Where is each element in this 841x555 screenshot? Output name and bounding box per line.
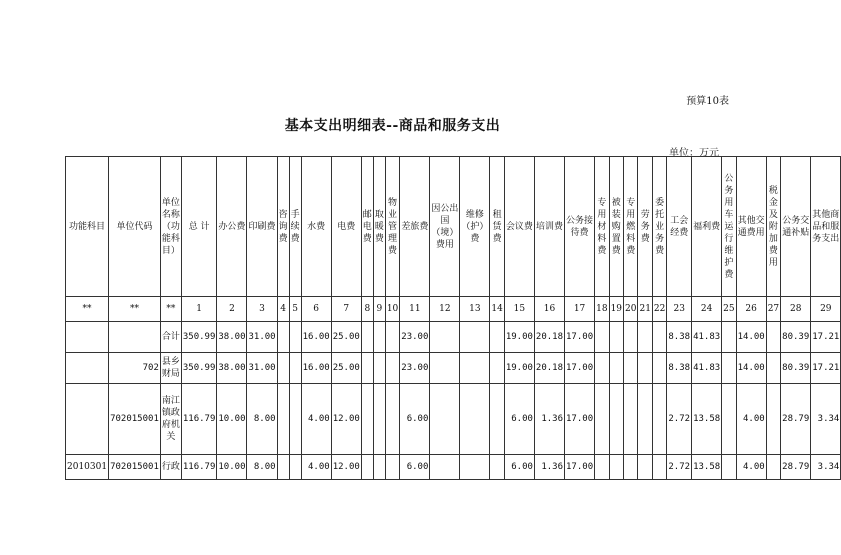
value-cell: [595, 353, 609, 384]
value-cell: 14.00: [736, 353, 766, 384]
value-cell: [766, 322, 780, 353]
header-cell: 邮电费: [361, 157, 373, 297]
value-cell: [638, 353, 652, 384]
value-cell: [361, 455, 373, 480]
value-cell: [490, 384, 504, 455]
column-number-cell: **: [109, 297, 161, 322]
value-cell: 116.79: [181, 455, 217, 480]
value-cell: [624, 455, 638, 480]
value-cell: [430, 322, 460, 353]
header-cell: 专用燃料费: [624, 157, 638, 297]
page-title: 基本支出明细表--商品和服务支出: [284, 118, 501, 134]
value-cell: 38.00: [217, 322, 247, 353]
value-cell: [430, 455, 460, 480]
value-cell: [490, 322, 504, 353]
value-cell: [638, 455, 652, 480]
value-cell: 12.00: [331, 384, 361, 455]
header-cell: 租赁费: [490, 157, 504, 297]
value-cell: 350.99: [181, 353, 217, 384]
column-number-cell: 27: [766, 297, 780, 322]
header-cell: 维修（护）费: [460, 157, 490, 297]
table-tag: 预算10表: [686, 96, 729, 107]
value-cell: [652, 322, 666, 353]
value-cell: 28.79: [781, 384, 811, 455]
header-cell: 取暖费: [373, 157, 385, 297]
value-cell: [277, 353, 289, 384]
value-cell: 12.00: [331, 455, 361, 480]
value-cell: 4.00: [736, 455, 766, 480]
table-row: [66, 353, 841, 384]
function-code-cell: [66, 353, 109, 384]
value-cell: 2.72: [667, 455, 692, 480]
column-number-cell: 4: [277, 297, 289, 322]
header-cell: 工会经费: [667, 157, 692, 297]
value-cell: 41.83: [692, 322, 722, 353]
value-cell: [373, 353, 385, 384]
header-cell: 电费: [331, 157, 361, 297]
column-number-cell: 15: [504, 297, 534, 322]
value-cell: 8.00: [247, 455, 277, 480]
value-cell: 23.00: [400, 353, 430, 384]
value-cell: 17.00: [565, 353, 595, 384]
header-cell: 单位代码: [109, 157, 161, 297]
value-cell: 20.18: [534, 353, 564, 384]
column-number-row: [66, 297, 841, 322]
value-cell: 4.00: [736, 384, 766, 455]
value-cell: [722, 353, 736, 384]
header-cell: 差旅费: [400, 157, 430, 297]
column-number-cell: 28: [781, 297, 811, 322]
value-cell: 116.79: [181, 384, 217, 455]
value-cell: [289, 455, 301, 480]
header-cell: 劳务费: [638, 157, 652, 297]
value-cell: [373, 322, 385, 353]
expense-table: [65, 156, 841, 480]
value-cell: 13.58: [692, 455, 722, 480]
function-code-cell: [66, 384, 109, 455]
value-cell: [652, 353, 666, 384]
value-cell: [490, 353, 504, 384]
header-cell: 印刷费: [247, 157, 277, 297]
column-number-cell: 20: [624, 297, 638, 322]
value-cell: [277, 322, 289, 353]
value-cell: [430, 384, 460, 455]
header-cell: 公务交通补贴: [781, 157, 811, 297]
value-cell: 28.79: [781, 455, 811, 480]
value-cell: 2.72: [667, 384, 692, 455]
column-number-cell: 12: [430, 297, 460, 322]
column-number-cell: 11: [400, 297, 430, 322]
unit-code-cell: 702015001: [109, 455, 161, 480]
unit-code-cell: 702015001: [109, 384, 161, 455]
header-cell: 总 计: [181, 157, 217, 297]
column-number-cell: 1: [181, 297, 217, 322]
value-cell: [638, 322, 652, 353]
header-cell: 办公费: [217, 157, 247, 297]
value-cell: 6.00: [504, 384, 534, 455]
value-cell: 6.00: [400, 455, 430, 480]
value-cell: 80.39: [781, 322, 811, 353]
column-number-cell: 2: [217, 297, 247, 322]
value-cell: [624, 322, 638, 353]
column-number-cell: 8: [361, 297, 373, 322]
value-cell: [652, 384, 666, 455]
unit-name-cell: 合计: [160, 322, 181, 353]
header-cell: 委托业务费: [652, 157, 666, 297]
value-cell: 4.00: [301, 384, 331, 455]
value-cell: [361, 384, 373, 455]
header-cell: 水费: [301, 157, 331, 297]
table-row: [66, 322, 841, 353]
value-cell: [430, 353, 460, 384]
value-cell: [385, 322, 399, 353]
value-cell: 10.00: [217, 384, 247, 455]
value-cell: [373, 455, 385, 480]
unit-code-cell: 702: [109, 353, 161, 384]
column-number-cell: 25: [722, 297, 736, 322]
value-cell: [595, 384, 609, 455]
value-cell: 6.00: [400, 384, 430, 455]
value-cell: [722, 384, 736, 455]
table-row: [66, 384, 841, 455]
value-cell: 350.99: [181, 322, 217, 353]
value-cell: 20.18: [534, 322, 564, 353]
value-cell: 41.83: [692, 353, 722, 384]
value-cell: 1.36: [534, 455, 564, 480]
value-cell: [595, 322, 609, 353]
function-code-cell: 2010301: [66, 455, 109, 480]
value-cell: [624, 384, 638, 455]
value-cell: 80.39: [781, 353, 811, 384]
value-cell: [609, 322, 623, 353]
value-cell: [766, 353, 780, 384]
header-cell: 其他商品和服务支出: [811, 157, 841, 297]
column-number-cell: 26: [736, 297, 766, 322]
value-cell: 19.00: [504, 353, 534, 384]
value-cell: [722, 322, 736, 353]
header-cell: 单位名称（功能科目）: [160, 157, 181, 297]
value-cell: 19.00: [504, 322, 534, 353]
value-cell: 1.36: [534, 384, 564, 455]
value-cell: [490, 455, 504, 480]
column-number-cell: 9: [373, 297, 385, 322]
value-cell: [460, 384, 490, 455]
header-cell: 咨询费: [277, 157, 289, 297]
value-cell: [361, 322, 373, 353]
value-cell: [289, 353, 301, 384]
column-number-cell: **: [160, 297, 181, 322]
header-cell: 会议费: [504, 157, 534, 297]
column-number-cell: 5: [289, 297, 301, 322]
unit-code-cell: [109, 322, 161, 353]
value-cell: [638, 384, 652, 455]
column-number-cell: 24: [692, 297, 722, 322]
value-cell: 4.00: [301, 455, 331, 480]
value-cell: 23.00: [400, 322, 430, 353]
value-cell: 8.38: [667, 322, 692, 353]
column-number-cell: 17: [565, 297, 595, 322]
header-row: [66, 157, 841, 297]
value-cell: 17.00: [565, 384, 595, 455]
header-cell: 公务用车运行维护费: [722, 157, 736, 297]
header-cell: 功能科目: [66, 157, 109, 297]
value-cell: 17.00: [565, 322, 595, 353]
header-cell: 其他交通费用: [736, 157, 766, 297]
value-cell: [277, 384, 289, 455]
header-cell: 手续费: [289, 157, 301, 297]
column-number-cell: 22: [652, 297, 666, 322]
column-number-cell: 19: [609, 297, 623, 322]
value-cell: 17.21: [811, 322, 841, 353]
value-cell: [460, 353, 490, 384]
value-cell: [624, 353, 638, 384]
column-number-cell: 3: [247, 297, 277, 322]
value-cell: [385, 384, 399, 455]
value-cell: 13.58: [692, 384, 722, 455]
value-cell: [766, 455, 780, 480]
value-cell: 31.00: [247, 322, 277, 353]
value-cell: 16.00: [301, 353, 331, 384]
value-cell: 6.00: [504, 455, 534, 480]
value-cell: [722, 455, 736, 480]
value-cell: [595, 455, 609, 480]
value-cell: 14.00: [736, 322, 766, 353]
value-cell: [385, 455, 399, 480]
header-cell: 物业管理费: [385, 157, 399, 297]
unit-name-cell: 南江镇政府机关: [160, 384, 181, 455]
value-cell: 10.00: [217, 455, 247, 480]
unit-label: 单位：万元: [669, 148, 719, 159]
column-number-cell: 10: [385, 297, 399, 322]
value-cell: 25.00: [331, 322, 361, 353]
value-cell: 3.34: [811, 384, 841, 455]
header-cell: 福利费: [692, 157, 722, 297]
value-cell: 31.00: [247, 353, 277, 384]
header-cell: 培训费: [534, 157, 564, 297]
unit-name-cell: 行政: [160, 455, 181, 480]
column-number-cell: **: [66, 297, 109, 322]
value-cell: [766, 384, 780, 455]
value-cell: [652, 455, 666, 480]
column-number-cell: 23: [667, 297, 692, 322]
value-cell: [277, 455, 289, 480]
column-number-cell: 14: [490, 297, 504, 322]
value-cell: [373, 384, 385, 455]
value-cell: 16.00: [301, 322, 331, 353]
header-cell: 税金及附加费用: [766, 157, 780, 297]
value-cell: 25.00: [331, 353, 361, 384]
value-cell: 3.34: [811, 455, 841, 480]
table-row: [66, 455, 841, 480]
header-cell: 被装购置费: [609, 157, 623, 297]
value-cell: 8.38: [667, 353, 692, 384]
column-number-cell: 7: [331, 297, 361, 322]
value-cell: 8.00: [247, 384, 277, 455]
column-number-cell: 29: [811, 297, 841, 322]
value-cell: [609, 353, 623, 384]
value-cell: [460, 455, 490, 480]
function-code-cell: [66, 322, 109, 353]
column-number-cell: 13: [460, 297, 490, 322]
header-cell: 公务接待费: [565, 157, 595, 297]
value-cell: [385, 353, 399, 384]
unit-name-cell: 县乡财局: [160, 353, 181, 384]
value-cell: [361, 353, 373, 384]
value-cell: [609, 384, 623, 455]
value-cell: [289, 384, 301, 455]
header-cell: 因公出国（境）费用: [430, 157, 460, 297]
value-cell: 17.21: [811, 353, 841, 384]
value-cell: 38.00: [217, 353, 247, 384]
value-cell: [289, 322, 301, 353]
value-cell: [609, 455, 623, 480]
column-number-cell: 16: [534, 297, 564, 322]
header-cell: 专用材料费: [595, 157, 609, 297]
value-cell: 17.00: [565, 455, 595, 480]
column-number-cell: 18: [595, 297, 609, 322]
column-number-cell: 6: [301, 297, 331, 322]
column-number-cell: 21: [638, 297, 652, 322]
value-cell: [460, 322, 490, 353]
